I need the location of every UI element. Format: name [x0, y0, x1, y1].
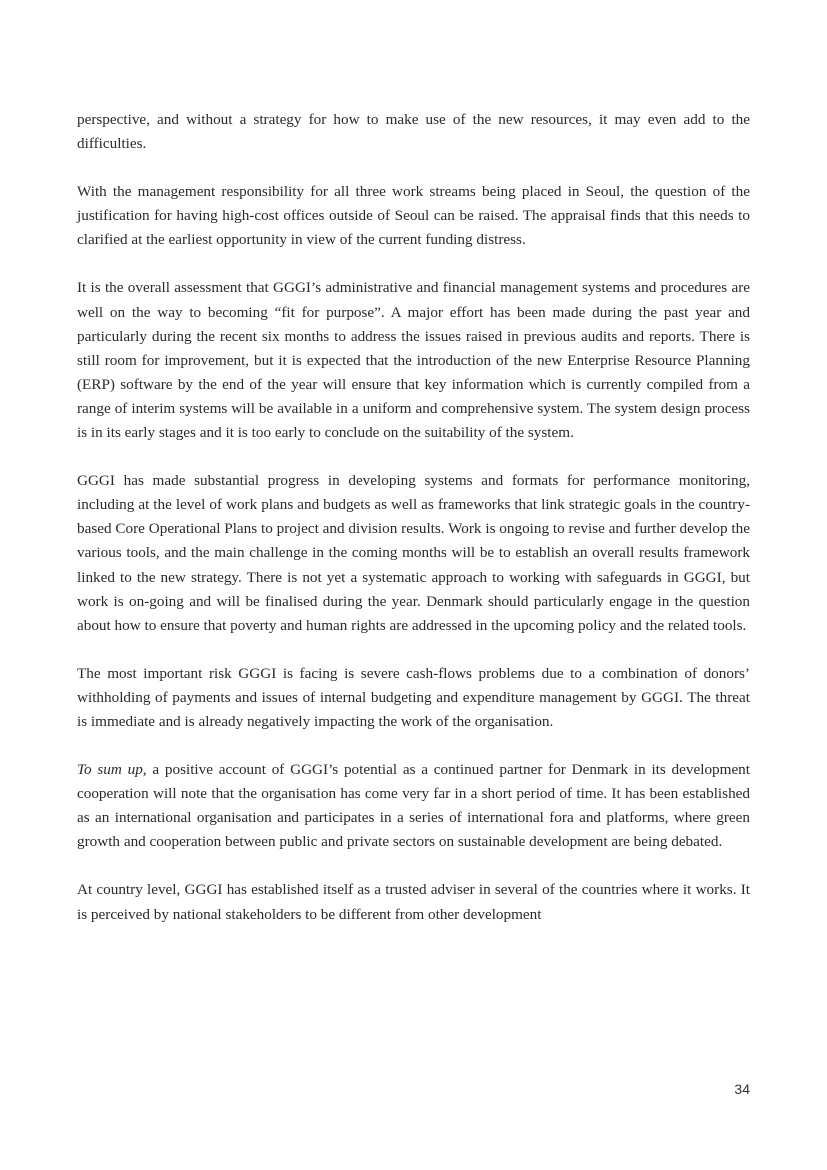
paragraph-summary	[77, 758, 750, 854]
summary-lead-in: To sum up,	[77, 761, 147, 779]
paragraph-seoul-offices: With the management responsibility for all three work streams being placed in Seoul, the question of the justification for having high-cost offices outside of Seoul can be raised. The appraisal finds that this needs to clarified at the earliest opportunity in view of the current funding distress.	[77, 183, 750, 249]
paragraph-country-level: At country level, GGGI has established itself as a trusted adviser in several of the countries where it works. It is perceived by national stakeholders to be different from other development	[77, 881, 750, 923]
paragraph-risk: The most important risk GGGI is facing is severe cash-flows problems due to a combination of donors’ withholding of payments and issues of internal budgeting and expenditure management by GGGI. The threat is immediate and is already negatively impacting the work of the organisation.	[77, 664, 750, 730]
summary-text: a positive account of GGGI’s potential as a continued partner for Denmark in its development cooperation will note that the organisation has come very far in a short period of time. It has been established as an international organisation and participates in a series of international fora and platforms, where green growth and cooperation between public and private sectors on sustainable development are being debated.	[77, 761, 750, 851]
page-body	[77, 108, 750, 951]
paragraph-management-systems: It is the overall assessment that GGGI’s administrative and financial management systems and procedures are well on the way to becoming “fit for purpose”. A major effort has been made during the past year and particularly during the recent six months to address the issues raised in previous audits and reports. There is still room for improvement, but it is expected that the introduction of the new Enterprise Resource Planning (ERP) software by the end of the year will ensure that key information which is currently compiled from a range of interim systems will be available in a uniform and comprehensive system. The system design process is in its early stages and it is too early to conclude on the suitability of the system.	[77, 279, 750, 442]
page-number: 34	[734, 1081, 750, 1097]
paragraph-continuation: perspective, and without a strategy for how to make use of the new resources, it may even add to the difficulties.	[77, 111, 750, 153]
paragraph-performance-monitoring: GGGI has made substantial progress in developing systems and formats for performance monitoring, including at the level of work plans and budgets as well as frameworks that link strategic goals in the country-based Core Operational Plans to project and division results. Work is ongoing to revise and further develop the various tools, and the main challenge in the coming months will be to establish an overall results framework linked to the new strategy. There is not yet a systematic approach to working with safeguards in GGGI, but work is on-going and will be finalised during the year. Denmark should particularly engage in the question about how to ensure that poverty and human rights are addressed in the upcoming policy and the related tools.	[77, 472, 750, 634]
